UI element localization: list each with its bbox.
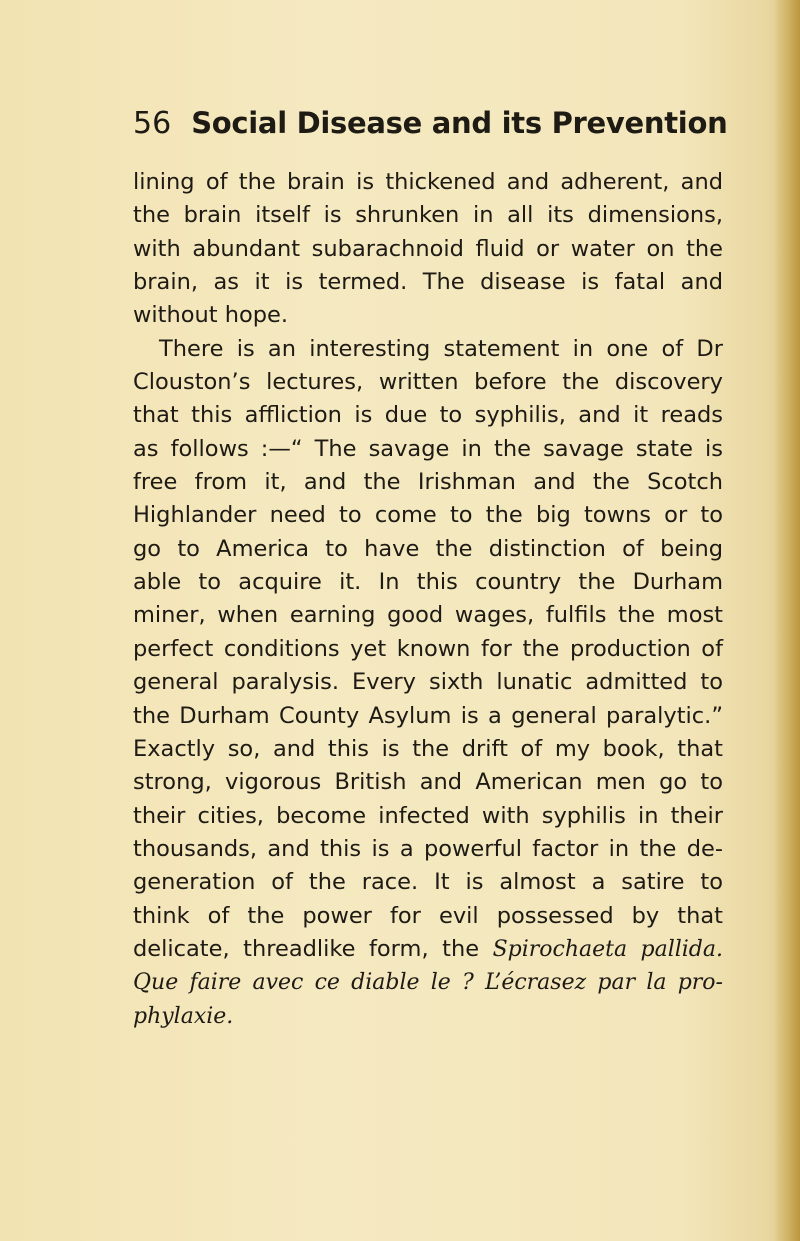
- text-line: generation of the race. It is almost a satire to: [133, 869, 723, 896]
- body-text: [133, 166, 723, 1033]
- text-line: free from it, and the Irishman and the Scotch: [133, 469, 723, 496]
- text-line: without hope.: [133, 302, 289, 329]
- text-line: the Durham County Asylum is a general paralytic.”: [133, 702, 723, 729]
- page-number: 56: [133, 106, 172, 141]
- text-line: as follows :—“ The savage in the savage state is: [133, 435, 723, 462]
- italic-text-line: phylaxie.: [133, 1003, 234, 1029]
- text-line: able to acquire it. In this country the Durham: [133, 569, 723, 596]
- text-line: that this affliction is due to syphilis, and it reads: [133, 402, 723, 429]
- text-line: Clouston’s lectures, written before the discovery: [133, 369, 723, 396]
- running-title: Social Disease and its Prevention: [191, 106, 728, 140]
- text-line: miner, when earning good wages, fulfils the most: [133, 602, 723, 629]
- running-head: [133, 106, 728, 152]
- page-edge: [774, 0, 800, 1241]
- text-line: Exactly so, and this is the drift of my book, that: [133, 735, 723, 762]
- text-line: with abundant subarachnoid fluid or water on the: [133, 235, 723, 262]
- text-line: the brain itself is shrunken in all its dimensions,: [133, 202, 723, 229]
- text-line: think of the power for evil possessed by that: [133, 902, 723, 929]
- text-line: go to America to have the distinction of being: [133, 535, 723, 562]
- text-line: strong, vigorous British and American men go to: [133, 769, 723, 796]
- italic-text-line: Que faire avec ce diable le ? L’écrasez par la pro-: [133, 970, 723, 996]
- text-line: lining of the brain is thickened and adherent, and: [133, 169, 723, 195]
- text-line: There is an interesting statement in one of Dr: [159, 335, 723, 362]
- text-line: thousands, and this is a powerful factor in the de-: [133, 835, 723, 862]
- text-line: brain, as it is termed. The disease is fatal and: [133, 269, 723, 296]
- text-line-start: delicate, threadlike form, the: [133, 935, 493, 962]
- text-line: Highlander need to come to the big towns or to: [133, 502, 723, 529]
- text-line-with-italic: [133, 933, 723, 966]
- italic-species-name: Spirochaeta pallida.: [492, 936, 724, 962]
- text-line: general paralysis. Every sixth lunatic admitted to: [133, 669, 723, 696]
- text-line: their cities, become infected with syphilis in their: [133, 802, 723, 829]
- text-line: perfect conditions yet known for the production of: [133, 635, 723, 662]
